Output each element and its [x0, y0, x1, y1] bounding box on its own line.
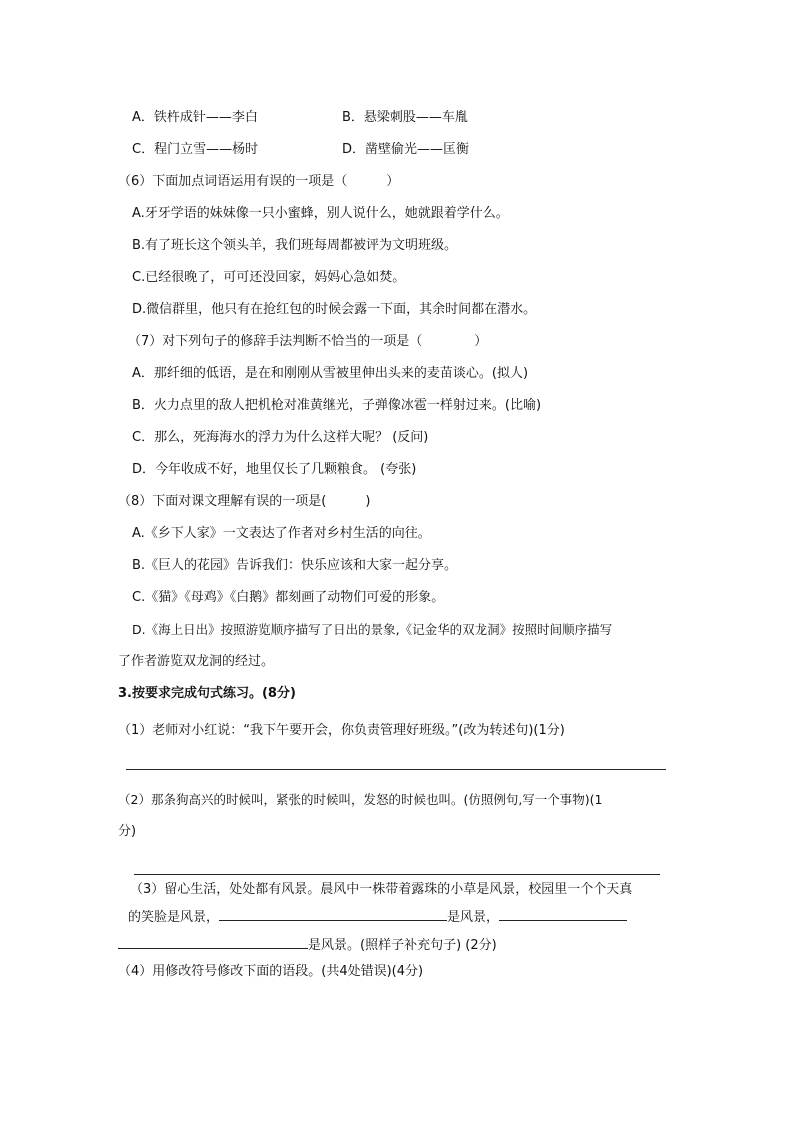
q5-option-d: D．凿壁偷光——匡衡 — [342, 142, 470, 157]
s3-q2-text-line2: 分) — [118, 824, 137, 839]
q7-option-d: D．今年收成不好，地里仅长了几颗粮食。 (夸张) — [132, 462, 417, 477]
q6-option-a: A.牙牙学语的妹妹像一只小蜜蜂，别人说什么，她就跟着学什么。 — [132, 206, 509, 221]
q8-stem: （8）下面对课文理解有误的一项是( ) — [118, 494, 371, 509]
s3-q3-blank-1[interactable] — [219, 906, 447, 921]
s3-q3-text-line1: （3）留心生活，处处都有风景。晨风中一株带着露珠的小草是风景，校园里一个个天真 — [130, 882, 633, 897]
q7-option-b: B．火力点里的敌人把机枪对准黄继光，子弹像冰雹一样射过来。(比喻) — [132, 398, 542, 413]
q6-option-d: D.微信群里，他只有在抢红包的时候会露一下面，其余时间都在潜水。 — [132, 302, 537, 317]
q6-stem: （6）下面加点词语运用有误的一项是（ ） — [118, 174, 400, 189]
q7-option-c: C．那么，死海海水的浮力为什么这样大呢？ (反问) — [132, 430, 429, 445]
q7-stem: （7）对下列句子的修辞手法判断不恰当的一项是（ ） — [128, 334, 488, 349]
s3-q3-line2 — [128, 906, 627, 928]
s3-q3-blank-2[interactable] — [499, 906, 627, 921]
section3-heading: 3.按要求完成句式练习。(8分) — [118, 686, 296, 701]
s3-q3-text-part-b: 是风景， — [447, 910, 500, 925]
s3-q3-blank-3[interactable] — [118, 934, 308, 949]
s3-q3-text-part-a: 的笑脸是风景， — [128, 910, 220, 925]
q8-option-c: C.《猫》《母鸡》《白鹅》都刻画了动物们可爱的形象。 — [132, 590, 445, 605]
s3-q2-text-line1: （2）那条狗高兴的时候叫，紧张的时候叫，发怒的时候也叫。(仿照例句,写一个事物)(1 — [118, 792, 603, 807]
s3-q3-text-part-c: 是风景。(照样子补充句子) (2分) — [308, 938, 497, 953]
q5-option-c: C．程门立雪——杨时 — [132, 142, 259, 157]
q7-option-a: A．那纤细的低语，是在和刚刚从雪被里伸出头来的麦苗谈心。(拟人) — [132, 366, 529, 381]
q5-option-b: B．悬梁刺股——车胤 — [342, 110, 468, 125]
q8-option-a: A.《乡下人家》一文表达了作者对乡村生活的向往。 — [132, 526, 431, 541]
q5-option-a: A．铁杵成针——李白 — [132, 110, 258, 125]
q6-option-b: B.有了班长这个领头羊，我们班每周都被评为文明班级。 — [132, 238, 458, 253]
s3-q3-line3 — [118, 934, 497, 956]
s3-q1-answer-line[interactable] — [126, 769, 666, 770]
q8-option-b: B.《巨人的花园》告诉我们：快乐应该和大家一起分享。 — [132, 558, 458, 573]
q6-option-c: C.已经很晚了，可可还没回家，妈妈心急如焚。 — [132, 270, 406, 285]
q8-option-d-line1: D.《海上日出》按照游览顺序描写了日出的景象,《记金华的双龙洞》按照时间顺序描写 — [132, 622, 613, 637]
s3-q1-text: （1）老师对小红说：“我下午要开会，你负责管理好班级。”(改为转述句)(1分) — [118, 723, 565, 738]
q8-option-d-line2: 了作者游览双龙洞的经过。 — [118, 654, 275, 669]
s3-q4-text: （4）用修改符号修改下面的语段。(共4处错误)(4分) — [118, 964, 424, 979]
s3-q2-answer-line[interactable] — [134, 874, 660, 875]
